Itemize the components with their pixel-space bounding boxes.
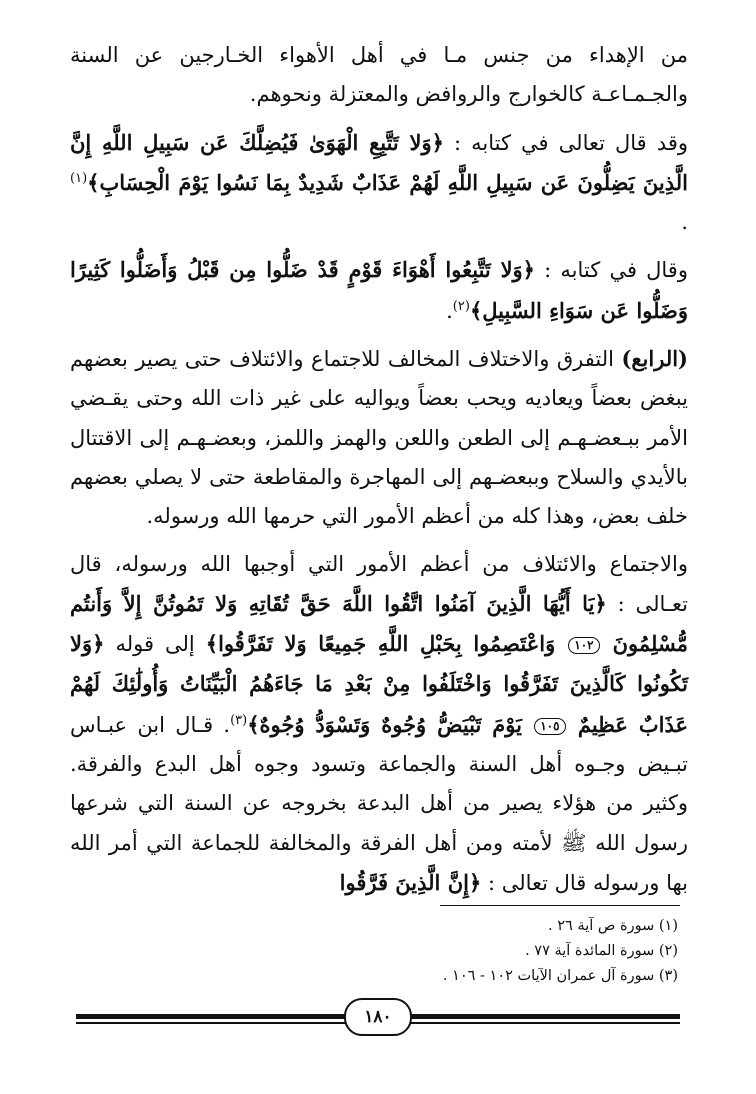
paragraph-1	[70, 36, 688, 115]
paragraph-3-end: .	[446, 298, 453, 323]
quran-verse: ﴿وَلا تَتَّبِعِ الْهَوَىٰ فَيُضِلَّكَ عَن سَبِيلِ اللَّهِ إِنَّ الَّذِينَ يَضِلُّونَ عَن سَبِيلِ اللَّهِ لَهُمْ عَذَابٌ شَدِيدٌ بِمَا نَسُوا يَوْمَ الْحِسَابِ﴾	[70, 129, 689, 195]
paragraph-5-text-2: إلى قوله	[104, 632, 206, 657]
paragraph-2	[70, 123, 688, 243]
paragraph-5	[70, 545, 688, 904]
footnote-3: (٣) سورة آل عمران الآيات ١٠٢ - ١٠٦ .	[442, 968, 678, 984]
quran-verse: ﴿وَلا تَتَّبِعُوا أَهْوَاءَ قَوْمٍ قَدْ ضَلُّوا مِن قَبْلُ وَأَضَلُّوا كَثِيرًا وَضَلُّوا عَن سَوَاءِ السَّبِيلِ﴾	[70, 257, 688, 323]
quran-verse: ﴿يَا أَيُّهَا الَّذِينَ آمَنُوا اتَّقُوا اللَّهَ حَقَّ تُقَاتِهِ وَلا تَمُوتُنَّ إِلاَّ وَأَنتُم مُّسْلِمُونَ	[70, 590, 688, 657]
ayah-number-marker: ١٠٢	[568, 637, 599, 654]
ayah-number-marker: ١٠٥	[534, 718, 565, 735]
footnote-2: (٢) سورة المائدة آية ٧٧ .	[525, 943, 678, 959]
footnotes	[70, 914, 678, 989]
footnote-ref: (٣)	[230, 712, 248, 728]
paragraph-2-end: .	[681, 210, 688, 235]
paragraph-4-text: التفرق والاختلاف المخالف للاجتماع والائتلاف حتى يصير بعضهم يبغض بعضاً ويعاديه ويحب بعضاً ويواليه على غير ذات الله وحتى يقـضي الأمر ببـعضـهـم إلى الطعن واللعن والهمز واللمز، وبعضـهـم إلى الاقتتال بالأيدي والسلاح وببعضـهم إلى المهاجرة والمقاطعة حتى لا يصلي بعضهم خلف بعض، وهذا كله من أعظم الأمور التي حرمها الله ورسوله.	[70, 347, 688, 529]
footnote-ref: (١)	[70, 170, 88, 186]
paragraph-4	[70, 339, 688, 536]
quran-verse: وَاعْتَصِمُوا بِحَبْلِ اللَّهِ جَمِيعًا وَلا تَفَرَّقُوا﴾	[205, 631, 556, 657]
paragraph-1-text: من الإهداء من جنس مـا في أهل الأهواء الخـارجين عن السنة والجـمـاعـة كالخوارج والروافض والمعتزلة ونحوهم.	[70, 43, 688, 107]
quran-verse: يَوْمَ تَبْيَضُّ وُجُوهٌ وَتَسْوَدُّ وُجُوهٌ﴾	[247, 711, 522, 737]
paragraph-2-intro: وقد قال تعالى في كتابه :	[443, 130, 688, 155]
footnote-separator	[440, 905, 680, 906]
paragraph-3-intro: وقال في كتابه :	[535, 258, 688, 283]
main-text	[70, 36, 688, 903]
quran-verse: ﴿إِنَّ الَّذِينَ فَرَّقُوا	[339, 869, 482, 895]
paragraph-5-text-3: . قـال ابن عبـاس تبـيض وجـوه أهل السنة والجماعة وتسود وجوه أهل البدع والفرقة. وكثير من هؤلاء يصير من أهل البدعة بخروجه عن السنة التي شرعها رسول الله ﷺ لأمته ومن أهل الفرقة والمخالفة للجماعة التي أمر الله بها ورسوله قال تعالى :	[70, 712, 688, 895]
paragraph-5-text-1: والاجتماع والائتلاف من أعظم الأمور التي أوجبها الله ورسوله، قال تعـالى :	[70, 551, 688, 616]
footnote-1: (١) سورة ص آية ٢٦ .	[548, 918, 678, 934]
page-number: ١٨٠	[344, 998, 412, 1036]
paragraph-3	[70, 250, 688, 331]
footnote-ref: (٢)	[452, 298, 470, 314]
quran-verse: ﴿وَلا تَكُونُوا كَالَّذِينَ تَفَرَّقُوا وَاخْتَلَفُوا مِنْ بَعْدِ مَا جَاءَهُمُ الْبَيِّنَاتُ وَأُولَٰئِكَ لَهُمْ عَذَابٌ عَظِيمٌ	[70, 631, 688, 737]
section-heading: (الرابع)	[621, 346, 688, 372]
